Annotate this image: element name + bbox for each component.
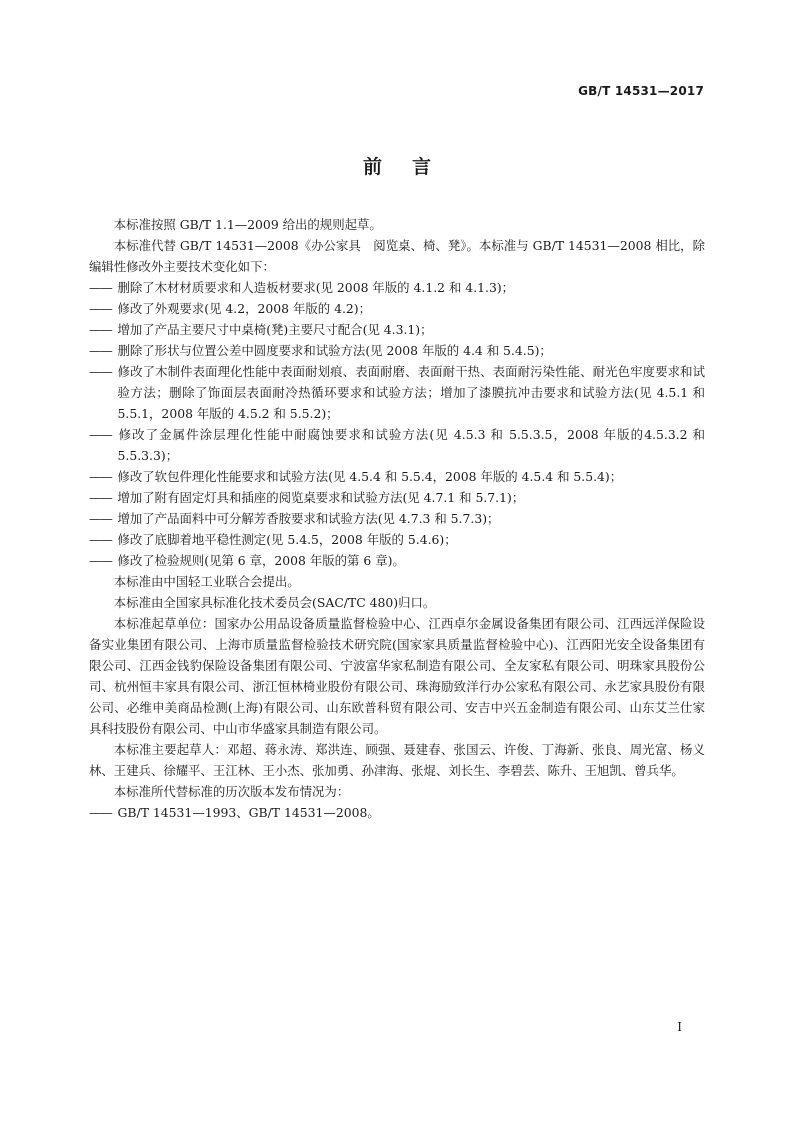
change-item-text: 增加了产品面料中可分解芳香胺要求和试验方法(见 4.7.3 和 5.7.3)；: [117, 511, 500, 526]
change-item-text: 修改了检验规则(见第 6 章，2008 年版的第 6 章)。: [117, 553, 405, 568]
dash-marker: ——: [89, 280, 112, 295]
history-item-text: GB/T 14531—1993、GB/T 14531—2008。: [117, 805, 380, 820]
change-item: [89, 466, 705, 487]
dash-marker: ——: [89, 532, 112, 547]
managed-by: 本标准由全国家具标准化技术委员会(SAC/TC 480)归口。: [113, 595, 436, 610]
change-item-text: 修改了木制件表面理化性能中表面耐划痕、表面耐磨、表面耐干热、表面耐污染性能、耐光色牢度要求和试验方法；删除了饰面层表面耐冷热循环要求和试验方法；增加了漆膜抗冲击要求和试验方法(见 4.5.1 和 5.5.1，2008 年版的 4.5.2 和 5.5.2)；: [117, 364, 705, 421]
change-item-text: 修改了软包件理化性能要求和试验方法(见 4.5.4 和 5.5.4，2008 年版的 4.5.4 和 5.5.4)；: [117, 469, 623, 484]
change-item-text: 删除了形状与位置公差中圆度要求和试验方法(见 2008 年版的 4.4 和 5.4.5)；: [117, 343, 552, 358]
intro-paragraph-2: 本标准代替 GB/T 14531—2008《办公家具 阅览桌、椅、凳》。本标准与 GB/T 14531—2008 相比，除编辑性修改外主要技术变化如下：: [89, 238, 705, 274]
page-title: 前言: [362, 156, 461, 178]
standard-code: GB/T 14531—2017: [578, 84, 704, 98]
change-item: [89, 340, 705, 361]
change-item-text: 修改了金属件涂层理化性能中耐腐蚀要求和试验方法(见 4.5.3 和 5.5.3.5，2008 年版的4.5.3.2 和 5.5.3.3)；: [117, 427, 705, 463]
change-item-text: 增加了附有固定灯具和插座的阅览桌要求和试验方法(见 4.7.1 和 5.7.1)；: [117, 490, 525, 505]
change-item-text: 增加了产品主要尺寸中桌椅(凳)主要尺寸配合(见 4.3.1)；: [117, 322, 433, 337]
change-item: [89, 529, 705, 550]
change-item: [89, 319, 705, 340]
dash-marker: ——: [89, 805, 112, 820]
dash-marker: ——: [89, 469, 112, 484]
change-item: [89, 487, 705, 508]
history-item: [89, 802, 705, 823]
dash-marker: ——: [89, 427, 112, 442]
change-item: [89, 424, 705, 466]
change-item: [89, 508, 705, 529]
page-number: I: [677, 1020, 682, 1034]
dash-marker: ——: [89, 364, 112, 379]
change-item: [89, 550, 705, 571]
dash-marker: ——: [89, 343, 112, 358]
dash-marker: ——: [89, 490, 112, 505]
dash-marker: ——: [89, 511, 112, 526]
dash-marker: ——: [89, 301, 112, 316]
change-item-text: 修改了底脚着地平稳性测定(见 5.4.5，2008 年版的 5.4.6)；: [117, 532, 457, 547]
main-drafters: 本标准主要起草人：邓超、蒋永涛、郑洪连、顾强、聂建春、张国云、许俊、丁海新、张良、周光富、杨义林、王建兵、徐耀平、王江林、王小杰、张加勇、孙津海、张焜、刘长生、李碧芸、陈升、王旭凯、曾兵华。: [89, 742, 705, 778]
foreword-body: [89, 214, 705, 823]
dash-marker: ——: [89, 553, 112, 568]
drafting-units: 本标准起草单位：国家办公用品设备质量监督检验中心、江西卓尔金属设备集团有限公司、江西远洋保险设备实业集团有限公司、上海市质量监督检验技术研究院(国家家具质量监督检验中心)、江西阳光安全设备集团有限公司、江西金钱豹保险设备集团有限公司、宁波富华家私制造有限公司、全友家私有限公司、明珠家具股份公司、杭州恒丰家具有限公司、浙江恒林椅业股份有限公司、珠海励致洋行办公家私有限公司、永艺家具股份有限公司、必维申美商品检测(上海)有限公司、山东欧普科贸有限公司、安吉中兴五金制造有限公司、山东艾兰仕家具科技股份有限公司、中山市华盛家具制造有限公司。: [89, 616, 705, 736]
history-intro: 本标准所代替标准的历次版本发布情况为：: [113, 784, 350, 799]
proposed-by: 本标准由中国轻工业联合会提出。: [113, 574, 300, 589]
change-item-text: 修改了外观要求(见 4.2，2008 年版的 4.2)；: [117, 301, 372, 316]
dash-marker: ——: [89, 322, 112, 337]
change-item: [89, 298, 705, 319]
change-item-text: 删除了木材材质要求和人造板材要求(见 2008 年版的 4.1.2 和 4.1.3)；: [117, 280, 515, 295]
change-item: [89, 361, 705, 424]
change-item: [89, 277, 705, 298]
intro-paragraph-1: 本标准按照 GB/T 1.1—2009 给出的规则起草。: [113, 217, 382, 232]
